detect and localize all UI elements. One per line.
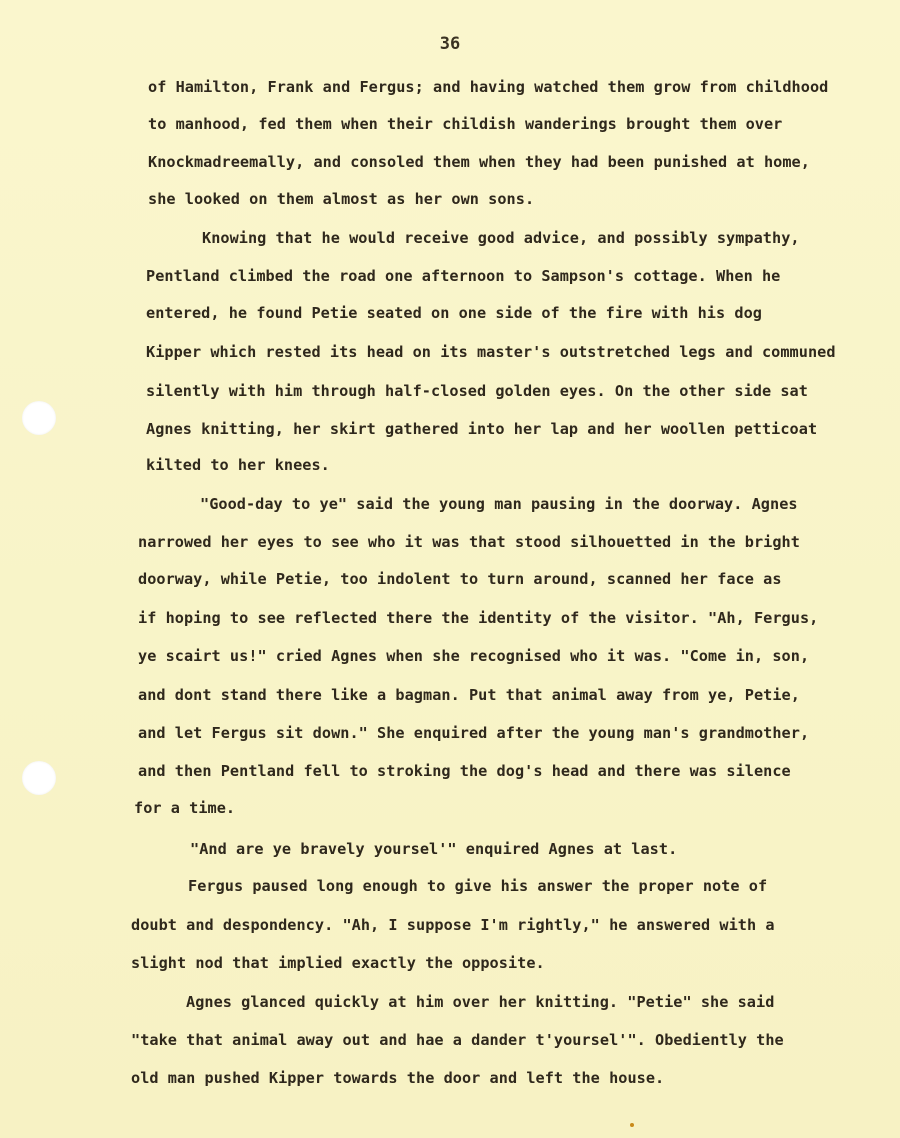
text-line: of Hamilton, Frank and Fergus; and having watched them grow from childhood xyxy=(148,78,829,96)
text-line: entered, he found Petie seated on one side of the fire with his dog xyxy=(146,304,762,322)
text-line: silently with him through half-closed golden eyes. On the other side sat xyxy=(146,382,808,400)
text-line: "Good-day to ye" said the young man pausing in the doorway. Agnes xyxy=(200,495,798,513)
text-line: Kipper which rested its head on its master's outstretched legs and communed xyxy=(146,343,836,361)
page-number: 36 xyxy=(439,34,461,54)
text-line: Fergus paused long enough to give his answer the proper note of xyxy=(188,877,768,895)
text-line: Agnes glanced quickly at him over her knitting. "Petie" she said xyxy=(186,993,775,1011)
text-line: old man pushed Kipper towards the door and left the house. xyxy=(131,1069,665,1087)
text-line: Pentland climbed the road one afternoon to Sampson's cottage. When he xyxy=(146,267,781,285)
text-line: to manhood, fed them when their childish wanderings brought them over xyxy=(148,115,783,133)
ink-speck xyxy=(630,1123,634,1127)
text-line: doorway, while Petie, too indolent to turn around, scanned her face as xyxy=(138,570,782,588)
text-line: she looked on them almost as her own sons. xyxy=(148,190,535,208)
text-line: kilted to her knees. xyxy=(146,456,330,474)
text-line: "take that animal away out and hae a dander t'yoursel'". Obediently the xyxy=(131,1031,784,1049)
text-line: narrowed her eyes to see who it was that stood silhouetted in the bright xyxy=(138,533,800,551)
text-line: if hoping to see reflected there the identity of the visitor. "Ah, Fergus, xyxy=(138,609,819,627)
text-line: and let Fergus sit down." She enquired after the young man's grandmother, xyxy=(138,724,810,742)
punch-hole-upper xyxy=(22,401,56,435)
text-line: Knowing that he would receive good advice, and possibly sympathy, xyxy=(202,229,800,247)
text-line: Knockmadreemally, and consoled them when they had been punished at home, xyxy=(148,153,810,171)
text-line: for a time. xyxy=(134,799,236,817)
text-line: and dont stand there like a bagman. Put that animal away from ye, Petie, xyxy=(138,686,800,704)
text-line: Agnes knitting, her skirt gathered into her lap and her woollen petticoat xyxy=(146,420,818,438)
text-line: and then Pentland fell to stroking the dog's head and there was silence xyxy=(138,762,791,780)
text-line: slight nod that implied exactly the opposite. xyxy=(131,954,545,972)
text-line: ye scairt us!" cried Agnes when she recognised who it was. "Come in, son, xyxy=(138,647,810,665)
text-line: "And are ye bravely yoursel'" enquired Agnes at last. xyxy=(190,840,678,858)
text-line: doubt and despondency. "Ah, I suppose I'm rightly," he answered with a xyxy=(131,916,775,934)
punch-hole-lower xyxy=(22,761,56,795)
